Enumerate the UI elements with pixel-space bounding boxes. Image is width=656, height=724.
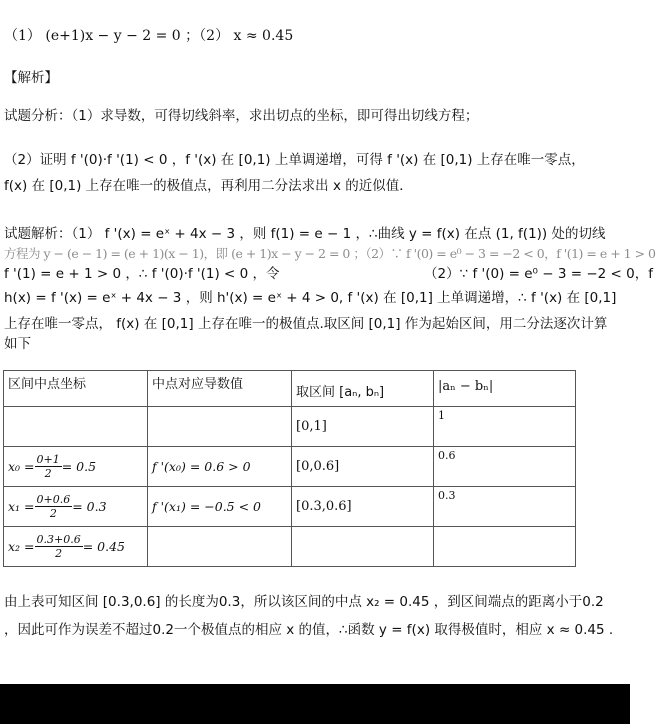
interval-cell: [0.3,0.6] [292, 487, 434, 527]
midpoint-cell [4, 527, 148, 567]
derivative-cell [148, 527, 292, 567]
solution-line-4: h(x) = f '(x) = eˣ + 4x − 3 ，则 h'(x) = eˣ + 4 > 0, f '(x) 在 [0,1] 上单调递增，∴ f '(x) 在 [0,1] [4, 290, 617, 306]
midpoint-rhs: = 0.3 [72, 499, 107, 514]
analysis-line-3: f(x) 在 [0,1) 上存在唯一的极值点，再利用二分法求出 x 的近似值． [4, 178, 413, 194]
header-length: |aₙ − bₙ| [434, 371, 576, 407]
derivative-cell [148, 447, 292, 487]
derivative-value: f '(x₁) = −0.5 < 0 [152, 499, 261, 514]
bottom-black-bar [0, 684, 630, 724]
conclusion-line-2: ，因此可作为误差不超过0.2一个极值点的相应 x 的值，∴函数 y = f(x) 取得极值时，相应 x ≈ 0.45 . [4, 622, 614, 638]
fraction-numerator: 0.3+0.6 [36, 533, 81, 546]
fraction-denominator: 2 [44, 467, 52, 480]
derivative-cell [148, 487, 292, 527]
derivative-cell [148, 407, 292, 447]
solution-line-6: 如下 [4, 336, 31, 352]
bisection-table [3, 370, 576, 567]
analysis-line-2: （2）证明 f '(0)·f '(1) < 0 ，f '(x) 在 [0,1) 上单调递增，可得 f '(x) 在 [0,1) 上存在唯一零点， [4, 152, 585, 168]
midpoint-cell [4, 447, 148, 487]
table-row [4, 487, 576, 527]
analysis-line-1: 试题分析：（1）求导数，可得切线斜率，求出切点的坐标，即可得出切线方程； [4, 108, 479, 124]
midpoint-lhs: x₂ = [8, 539, 35, 554]
table-row [4, 407, 576, 447]
length-cell [434, 527, 576, 567]
solution-line-3-right: （2）∵ f '(0) = e⁰ − 3 = −2 < 0，f [424, 266, 653, 282]
length-cell: 0.3 [434, 487, 576, 527]
midpoint-rhs: = 0.45 [82, 539, 126, 554]
fraction-denominator: 2 [55, 547, 63, 560]
interval-cell [292, 527, 434, 567]
header-derivative: 中点对应导数值 [148, 371, 292, 407]
interval-cell: [0,1] [292, 407, 434, 447]
table-header-row [4, 371, 576, 407]
midpoint-lhs: x₀ = [8, 459, 35, 474]
length-cell: 0.6 [434, 447, 576, 487]
header-interval: 取区间 [aₙ, bₙ] [292, 371, 434, 407]
solution-line-5: 上存在唯一零点， f(x) 在 [0,1] 上存在唯一的极值点.取区间 [0,1] 作为起始区间，用二分法逐次计算 [4, 316, 608, 332]
midpoint-lhs: x₁ = [8, 499, 35, 514]
interval-cell: [0,0.6] [292, 447, 434, 487]
fraction-numerator: 0+0.6 [36, 493, 71, 506]
fraction-denominator: 2 [49, 507, 57, 520]
conclusion-line-1: 由上表可知区间 [0.3,0.6] 的长度为0.3，所以该区间的中点 x₂ = 0.45 ，到区间端点的距离小于0.2 [4, 594, 604, 610]
solution-line-2-overlapped: 方程为 y − (e − 1) = (e + 1)(x − 1)，即 (e + 1)x − y − 2 = 0 ；（2）∵ f '(0) = e⁰ − 3 = −2 < 0，f '(1) = e + 1 > 0 [4, 246, 656, 261]
answer-line: （1） (e+1)x − y − 2 = 0 ；（2） x ≈ 0.45 [4, 28, 294, 44]
table-row [4, 447, 576, 487]
table-row [4, 527, 576, 567]
midpoint-fraction [35, 533, 83, 560]
fraction-numerator: 0+1 [36, 453, 60, 466]
midpoint-fraction [35, 453, 62, 480]
midpoint-cell [4, 487, 148, 527]
header-midpoint: 区间中点坐标 [4, 371, 148, 407]
midpoint-cell [4, 407, 148, 447]
section-title: 【解析】 [4, 70, 58, 86]
solution-line-1: 试题解析：（1） f '(x) = eˣ + 4x − 3 ，则 f(1) = e − 1 ，∴曲线 y = f(x) 在点 (1, f(1)) 处的切线 [4, 226, 606, 242]
length-cell: 1 [434, 407, 576, 447]
midpoint-rhs: = 0.5 [61, 459, 97, 474]
solution-line-3-left: f '(1) = e + 1 > 0 ，∴ f '(0)·f '(1) < 0 ，令 [4, 266, 280, 282]
midpoint-fraction [35, 493, 73, 520]
derivative-value: f '(x₀) = 0.6 > 0 [152, 459, 251, 474]
